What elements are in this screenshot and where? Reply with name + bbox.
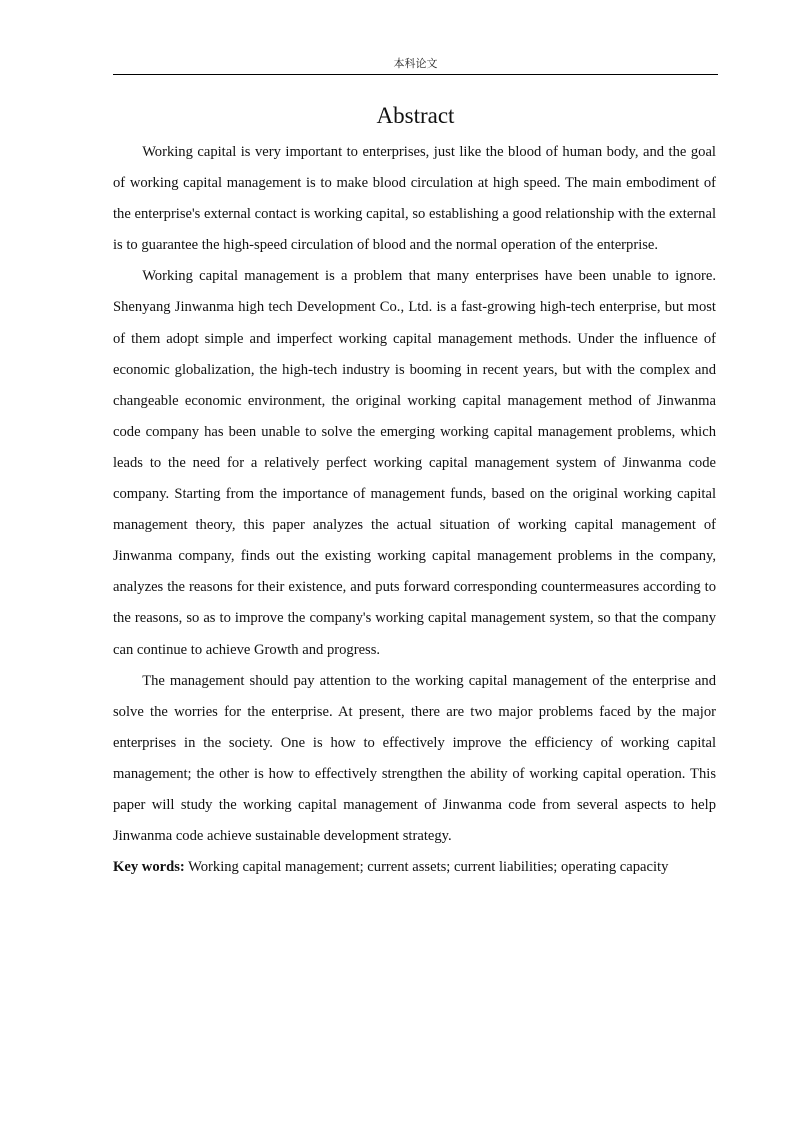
abstract-body [113,137,716,883]
header-rule [113,74,718,75]
page-header: 本科论文 [393,57,438,70]
abstract-paragraph-2: Working capital management is a problem that many enterprises have been unable to ignore. Shenyang Jinwanma high tech Development Co., Ltd. is a fast-growing high-tech enterprise, but most of them adopt simple and imperfect working capital management methods. Under the influence of economic globalization, the high-tech industry is booming in recent years, but with the complex and changeable economic environment, the original working capital management method of Jinwanma code company has been unable to solve the emerging working capital management problems, which leads to the need for a relatively perfect working capital management system of Jinwanma code company. Starting from the importance of management funds, based on the original working capital management theory, this paper analyzes the actual situation of working capital management of Jinwanma company, finds out the existing working capital management problems in the company, analyzes the reasons for their existence, and puts forward corresponding countermeasures according to the reasons, so as to improve the company's working capital management system, so that the company can continue to achieve Growth and progress. [113,268,716,658]
abstract-title: Abstract [376,103,455,128]
keywords-line [113,852,716,883]
keywords-label: Key words: [113,859,185,876]
abstract-paragraph-3: The management should pay attention to the working capital management of the enterprise and solve the worries for the enterprise. At present, there are two major problems faced by the major enterprises in the society. One is how to effectively improve the efficiency of working capital management; the other is how to effectively strengthen the ability of working capital operation. This paper will study the working capital management of Jinwanma code from several aspects to help Jinwanma code achieve sustainable development strategy. [113,672,716,845]
keywords-text: Working capital management; current assets; current liabilities; operating capacity [184,859,669,876]
abstract-paragraph-1: Working capital is very important to enterprises, just like the blood of human body, and the goal of working capital management is to make blood circulation at high speed. The main embodiment of the enterprise's external contact is working capital, so establishing a good relationship with the external is to guarantee the high-speed circulation of blood and the normal operation of the enterprise. [113,144,716,254]
